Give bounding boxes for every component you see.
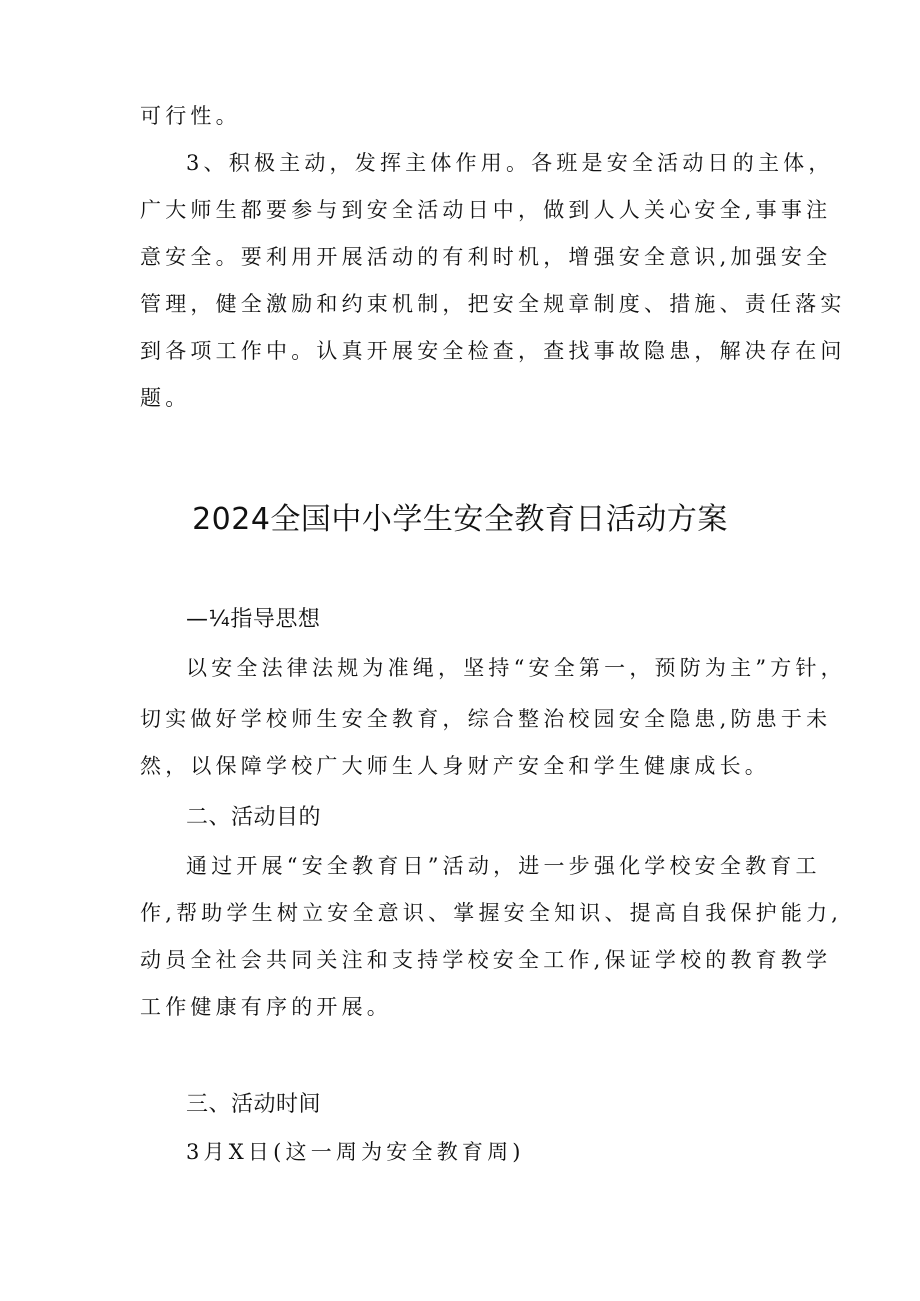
paragraph-line: 工作健康有序的开展。 (140, 995, 392, 1019)
paragraph-line: 以安全法律法规为准绳，坚持“安全第一，预防为主”方针， (186, 656, 846, 680)
intro-line: 可行性。 (140, 104, 241, 128)
document-title: 2024全国中小学生安全教育日活动方案 (192, 502, 728, 537)
intro-line: 3、积极主动，发挥主体作用。各班是安全活动日的主体， (186, 151, 834, 175)
section-heading: —¼指导思想 (186, 607, 321, 632)
paragraph-line: 3月X日(这一周为安全教育周) (186, 1140, 525, 1164)
intro-line: 广大师生都要参与到安全活动日中，做到人人关心安全,事事注 (140, 198, 832, 222)
paragraph-line: 切实做好学校师生安全教育，综合整治校园安全隐患,防患于未 (140, 707, 832, 731)
section-heading: 三、活动时间 (186, 1092, 322, 1117)
intro-line: 意安全。要利用开展活动的有利时机，增强安全意识,加强安全 (140, 245, 832, 269)
paragraph-line: 作,帮助学生树立安全意识、掌握安全知识、提高自我保护能力, (140, 901, 843, 925)
intro-line: 管理，健全激励和约束机制，把安全规章制度、措施、责任落实 (140, 292, 846, 316)
paragraph-line: 然，以保障学校广大师生人身财产安全和学生健康成长。 (140, 754, 770, 778)
paragraph-line: 动员全社会共同关注和支持学校安全工作,保证学校的教育教学 (140, 948, 832, 972)
paragraph-line: 通过开展“安全教育日”活动，进一步强化学校安全教育工 (186, 854, 821, 878)
intro-line: 题。 (140, 386, 191, 410)
section-heading: 二、活动目的 (186, 805, 322, 830)
intro-line: 到各项工作中。认真开展安全检查，查找事故隐患，解决存在问 (140, 339, 846, 363)
